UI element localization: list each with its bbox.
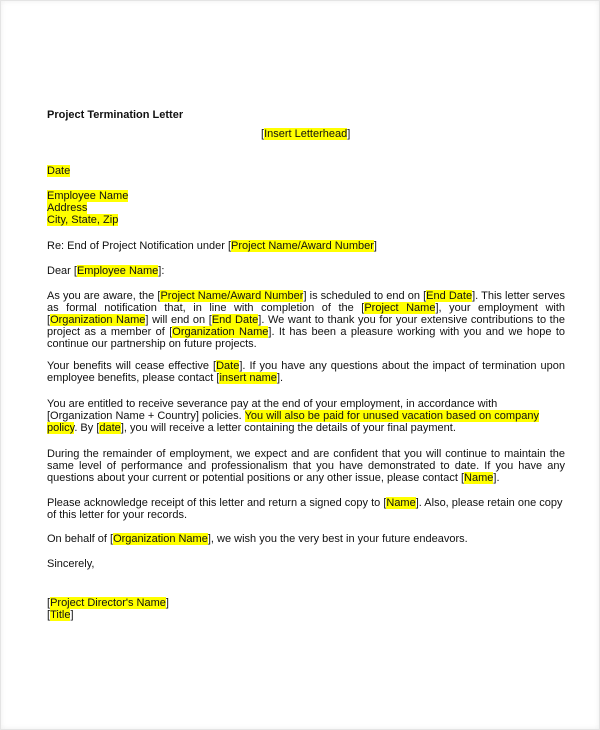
recipient-name: Employee Name: [47, 190, 129, 202]
letterhead-field: Insert Letterhead: [264, 128, 348, 140]
text: will end on: [148, 314, 209, 326]
subject-line: Re: End of Project Notification under [Project Name/Award Number]: [47, 240, 377, 252]
recipient-block: [47, 190, 565, 226]
salutation-prefix: Dear: [47, 265, 74, 277]
document-title: Project Termination Letter: [47, 109, 184, 121]
salutation: Dear [Employee Name]:: [47, 265, 165, 277]
paragraph-4: During the remainder of employment, we expect and are confident that you will continue to maintain the same level of performance and professionalism that you have demonstrated to date. If you have any questions about your current or potential positions or any other issue, please contact [Name].: [47, 448, 565, 484]
text: Please acknowledge receipt of this letter and return a signed copy to: [47, 497, 384, 509]
salutation-suffix: :: [161, 265, 165, 277]
field: Organization Name: [50, 314, 146, 326]
text: Your benefits will cease effective: [47, 360, 214, 372]
text: .: [280, 372, 284, 384]
signature-title: Title: [50, 609, 71, 621]
paragraph-3: You are entitled to receive severance pay at the end of your employment, in accordance with [Organization Name + Country] policies. You will also be paid for unused vacation based on company policy. By [date], you will receive a letter containing the details of your final payment.: [47, 398, 539, 434]
date-line: [47, 165, 565, 177]
text: . It has been a pleasure working with you and we hope to continue our partnership on future projects.: [47, 326, 565, 350]
text: . By: [74, 422, 97, 434]
highlighted-text: You will also be paid for unused vacation based on company policy: [47, 410, 539, 434]
field: Project Name/Award Number: [160, 290, 304, 302]
field: Name: [464, 472, 494, 484]
field: End Date: [211, 314, 259, 326]
text: During the remainder of employment, we expect and are confident that you will continue to maintain the same level of performance and professionalism that you have demonstrated to date. If you have any questions about your current or potential positions or any other issue, please contact: [47, 448, 565, 484]
field: End Date: [426, 290, 473, 302]
field: insert name: [219, 372, 277, 384]
text: You are entitled to receive severance pay at the end of your employment, in accordance with [Organization Name + Country] policies.: [47, 398, 498, 422]
signature-block: [Project Director's Name] [Title]: [47, 597, 169, 621]
recipient-address: Address: [47, 202, 88, 214]
field: Organization Name: [172, 326, 269, 338]
field: Organization Name: [113, 533, 208, 545]
paragraph-5: Please acknowledge receipt of this letter and return a signed copy to [Name]. Also, please retain one copy of this letter for your records.: [47, 497, 563, 521]
paragraph-6: On behalf of [Organization Name], we wish you the very best in your future endeavors.: [47, 533, 468, 545]
text: As you are aware, the: [47, 290, 158, 302]
text: . Also, please retain one copy of this letter for your records.: [47, 497, 563, 521]
paragraph-1: As you are aware, the [Project Name/Award Number] is scheduled to end on [End Date]. This letter serves as formal notification that, in line with completion of the [Project Name], your employment with [Organization Name] will end on [End Date]. We want to thank you for your extensive contributions to the project as a member of [Organization Name]. It has been a pleasure working with you and we hope to continue our partnership on future projects.: [47, 290, 566, 350]
field: Date: [216, 360, 240, 372]
text: . We want to thank you for your extensive contributions to the project as a member of: [47, 314, 565, 338]
closing: Sincerely,: [47, 558, 95, 570]
subject-field: Project Name/Award Number: [231, 240, 374, 252]
text: , you will receive a letter containing the details of your final payment.: [123, 422, 456, 434]
recipient-city: City, State, Zip: [47, 214, 119, 226]
subject-prefix: Re: End of Project Notification under: [47, 240, 228, 252]
salutation-field: Employee Name: [76, 265, 159, 277]
text: . This letter serves as formal notification that, in line with completion of the: [47, 290, 565, 314]
paragraph-2: Your benefits will cease effective [Date]. If you have any questions about the impact of termination upon employee benefits, please contact [insert name].: [47, 360, 565, 384]
letterhead-placeholder: [Insert Letterhead]: [261, 128, 351, 140]
text: , your employment with: [438, 302, 566, 314]
field: date: [99, 422, 121, 434]
text: is scheduled to end on: [306, 290, 424, 302]
field: Name: [386, 497, 416, 509]
field: Project Name: [364, 302, 436, 314]
text: . If you have any questions about the impact of termination upon employee benefits, please contact: [47, 360, 565, 384]
date-field: Date: [47, 165, 71, 177]
text: On behalf of: [47, 533, 110, 545]
text: , we wish you the very best in your future endeavors.: [210, 533, 468, 545]
text: .: [496, 472, 500, 484]
signature-name: Project Director's Name: [50, 597, 166, 609]
